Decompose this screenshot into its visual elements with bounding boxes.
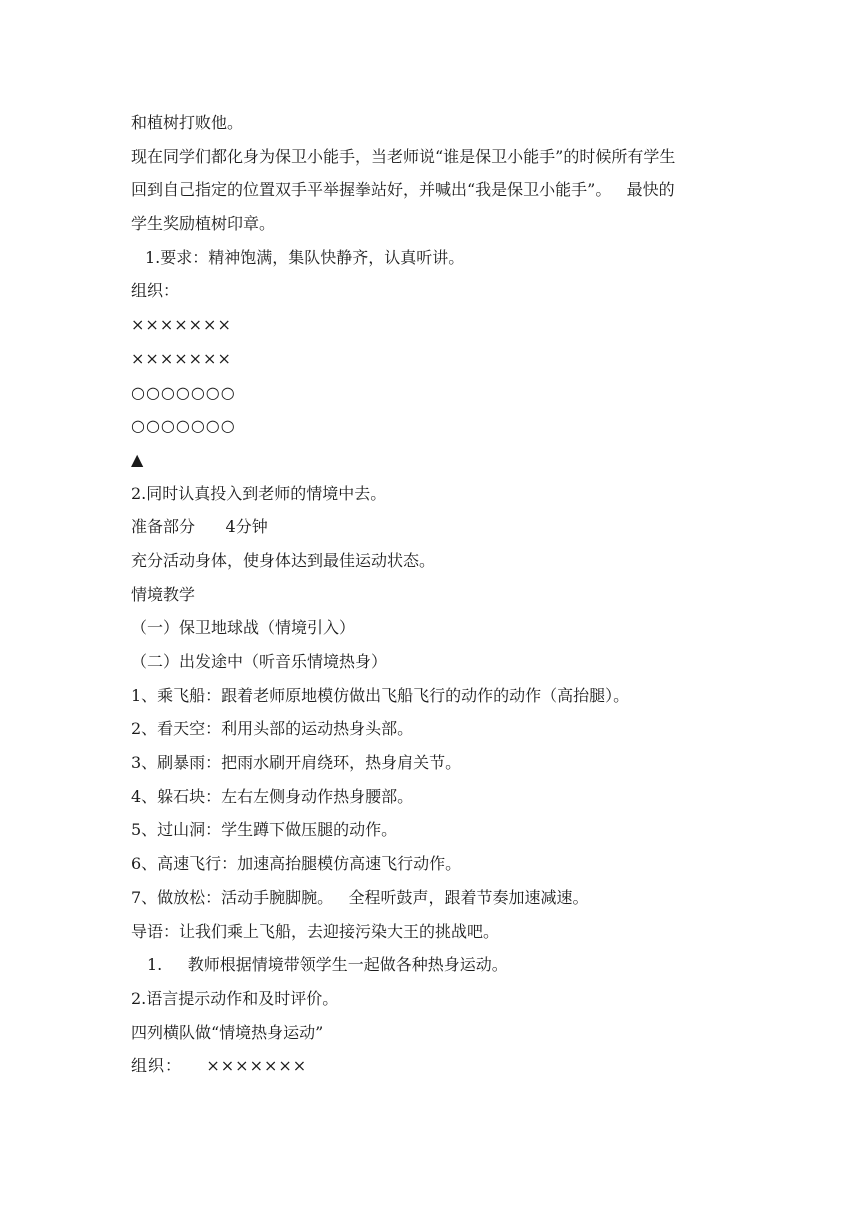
organization-label: 组织： <box>131 281 180 301</box>
teacher-instruction: 2.语言提示动作和及时评价。 <box>131 988 339 1008</box>
warmup-step: 6、高速飞行：加速高抬腿模仿高速飞行动作。 <box>131 854 462 874</box>
section-heading: 准备部分 4分钟 <box>131 517 268 537</box>
teacher-instruction: 1. 教师根据情境带领学生一起做各种热身运动。 <box>147 955 508 975</box>
document-body <box>131 106 731 1083</box>
paragraph-line: 现在同学们都化身为保卫小能手，当老师说“谁是保卫小能手”的时候所有学生 <box>131 146 676 166</box>
organization-formation: 组织： ××××××× <box>131 1056 308 1076</box>
formation-row-circle: ○○○○○○○ <box>131 382 236 402</box>
paragraph-line: 回到自己指定的位置双手平举握拳站好，并喊出“我是保卫小能手”。 最快的 <box>131 180 675 200</box>
section-heading: 情境教学 <box>131 584 196 604</box>
requirement-item: 1.要求：精神饱满，集队快静齐，认真听讲。 <box>145 247 465 267</box>
requirement-item: 2.同时认真投入到老师的情境中去。 <box>131 483 387 503</box>
formation-row-circle: ○○○○○○○ <box>131 416 236 436</box>
subsection-heading: （一）保卫地球战（情境引入） <box>131 618 356 638</box>
warmup-step: 2、看天空：利用头部的运动热身头部。 <box>131 719 414 739</box>
teacher-triangle-marker: ▲ <box>131 449 144 469</box>
warmup-step: 7、做放松：活动手腕脚腕。 全程听鼓声，跟着节奏加速减速。 <box>131 887 589 907</box>
subsection-heading: （二）出发途中（听音乐情境热身） <box>131 652 388 671</box>
paragraph-line: 四列横队做“情境热身运动” <box>131 1022 324 1042</box>
paragraph-line: 和植树打败他。 <box>131 113 244 132</box>
formation-row-cross: ××××××× <box>131 315 232 335</box>
warmup-step: 5、过山洞：学生蹲下做压腿的动作。 <box>131 820 398 840</box>
paragraph-line: 导语：让我们乘上飞船，去迎接污染大王的挑战吧。 <box>131 921 500 941</box>
formation-row-cross: ××××××× <box>131 348 232 368</box>
paragraph-line: 充分活动身体，使身体达到最佳运动状态。 <box>131 550 436 570</box>
warmup-step: 3、刷暴雨：把雨水刷开肩绕环，热身肩关节。 <box>131 753 462 773</box>
paragraph-line: 学生奖励植树印章。 <box>131 214 276 234</box>
warmup-step: 4、躲石块：左右左侧身动作热身腰部。 <box>131 786 414 806</box>
warmup-step: 1、乘飞船：跟着老师原地模仿做出飞船飞行的动作的动作（高抬腿）。 <box>131 685 630 705</box>
